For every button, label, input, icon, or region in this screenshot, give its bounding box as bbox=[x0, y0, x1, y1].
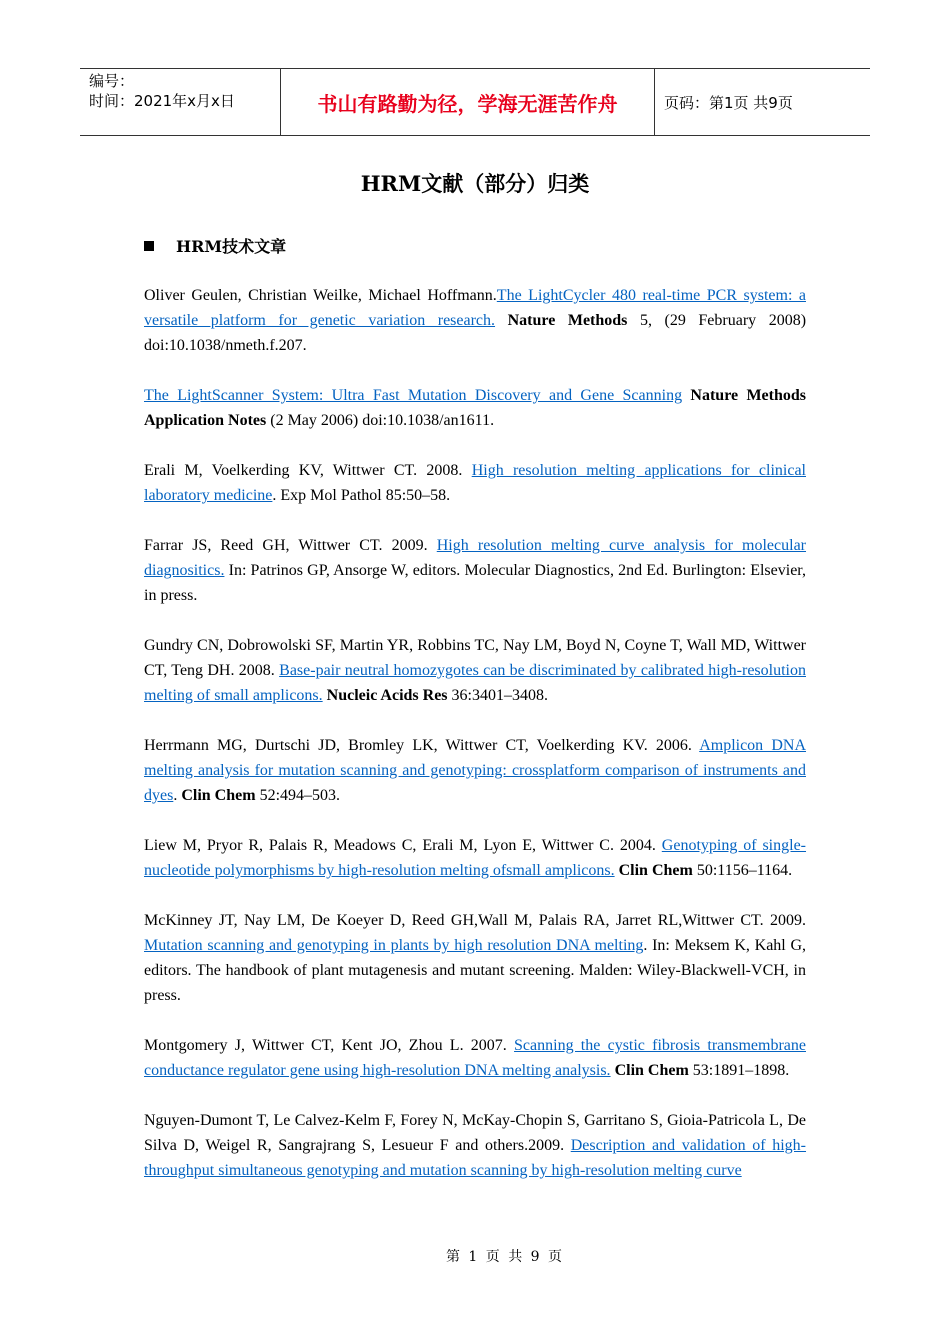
reference-text: Nguyen-Dumont T, Le Calvez-Kelm F, Forey N, McKay-Chopin S, Garritano S, Gioia-Patricola L, De Silva D, Weigel R, Sangrajrang S, Lesueur F and others.2009. bbox=[144, 1112, 806, 1154]
reference-text: McKinney JT, Nay LM, De Koeyer D, Reed GH,Wall M, Palais RA, Jarret RL,Wittwer CT. 2009. bbox=[144, 912, 806, 929]
reference-entry bbox=[144, 458, 806, 508]
reference-text bbox=[495, 312, 508, 329]
reference-entry bbox=[144, 533, 806, 608]
reference-entry bbox=[144, 383, 806, 433]
document-time-label: 时间：2021年x月x日 bbox=[89, 92, 235, 110]
section-heading-text: HRM技术文章 bbox=[176, 237, 287, 256]
journal-name: Clin Chem bbox=[618, 862, 693, 879]
reference-text: Oliver Geulen, Christian Weilke, Michael Hoffmann. bbox=[144, 287, 497, 304]
reference-link[interactable]: High resolution melting applications for clinical laboratory medicine bbox=[144, 462, 806, 504]
reference-link[interactable]: Mutation scanning and genotyping in plants by high resolution DNA melting bbox=[144, 937, 644, 954]
page-header-table bbox=[80, 68, 870, 136]
reference-text: Gundry CN, Dobrowolski SF, Martin YR, Robbins TC, Nay LM, Boyd N, Coyne T, Wall MD, Wittwer CT, Teng DH. 2008. bbox=[144, 637, 806, 679]
reference-text: 36:3401–3408. bbox=[447, 687, 548, 704]
reference-entry bbox=[144, 833, 806, 883]
header-motto: 书山有路勤为径，学海无涯苦作舟 bbox=[281, 69, 655, 135]
journal-name: Nucleic Acids Res bbox=[326, 687, 448, 704]
reference-entry bbox=[144, 1033, 806, 1083]
reference-link[interactable]: The LightScanner System: Ultra Fast Mutation Discovery and Gene Scanning bbox=[144, 387, 683, 404]
journal-name: Clin Chem bbox=[181, 787, 256, 804]
reference-link[interactable]: Amplicon DNA melting analysis for mutation scanning and genotyping: crossplatform comparison of instruments and dyes bbox=[144, 737, 807, 804]
reference-text: Erali M, Voelkerding KV, Wittwer CT. 2008. bbox=[144, 462, 472, 479]
reference-text: Herrmann MG, Durtschi JD, Bromley LK, Wittwer CT, Voelkerding KV. 2006. bbox=[144, 737, 700, 754]
reference-link[interactable]: High resolution melting curve analysis for molecular diagnositics. bbox=[144, 537, 807, 579]
reference-entry bbox=[144, 633, 806, 708]
journal-name: Clin Chem bbox=[614, 1062, 689, 1079]
reference-link[interactable]: Description and validation of high-throughput simultaneous genotyping and mutation scanning by high-resolution melting curve bbox=[144, 1137, 807, 1179]
reference-link[interactable]: Base-pair neutral homozygotes can be discriminated by calibrated high-resolution melting of small amplicons. bbox=[144, 662, 806, 704]
reference-text: 50:1156–1164. bbox=[692, 862, 793, 879]
document-title: HRM文献（部分）归类 bbox=[360, 171, 590, 196]
square-bullet-icon bbox=[144, 241, 154, 251]
reference-text: . bbox=[173, 787, 182, 804]
reference-text: In: Patrinos GP, Ansorge W, editors. Molecular Diagnostics, 2nd Ed. Burlington: Elsevier, in press. bbox=[144, 562, 806, 604]
header-info-cell bbox=[80, 69, 281, 135]
reference-entry bbox=[144, 283, 806, 358]
reference-entry bbox=[144, 1108, 806, 1183]
reference-text: . In: Meksem K, Kahl G, editors. The handbook of plant mutagenesis and mutant screening. Malden: Wiley-Blackwell-VCH, in press. bbox=[144, 937, 806, 1004]
header-page-label: 页码：第1页 共9页 bbox=[664, 93, 793, 112]
page-footer: 第 1 页 共 9 页 bbox=[445, 1249, 565, 1265]
reference-text: Montgomery J, Wittwer CT, Kent JO, Zhou L. 2007. bbox=[144, 1037, 515, 1054]
reference-link[interactable]: The LightCycler 480 real-time PCR system: a versatile platform for genetic variation research. bbox=[144, 287, 806, 329]
reference-text: 53:1891–1898. bbox=[688, 1062, 790, 1079]
journal-name: Nature Methods bbox=[507, 312, 628, 329]
section-heading bbox=[144, 234, 286, 257]
reference-link[interactable]: Genotyping of single-nucleotide polymorphisms by high-resolution melting ofsmall amplicons. bbox=[144, 837, 807, 879]
reference-text: 52:494–503. bbox=[255, 787, 341, 804]
reference-text: Liew M, Pryor R, Palais R, Meadows C, Erali M, Lyon E, Wittwer C. 2004. bbox=[144, 837, 662, 854]
reference-text: Farrar JS, Reed GH, Wittwer CT. 2009. bbox=[144, 537, 437, 554]
document-number-label: 编号： bbox=[89, 72, 135, 90]
reference-entry bbox=[144, 908, 806, 1008]
reference-text: 5, (29 February 2008) doi:10.1038/nmeth.f.207. bbox=[144, 312, 807, 354]
reference-list bbox=[144, 283, 806, 1208]
reference-text: . Exp Mol Pathol 85:50–58. bbox=[272, 487, 451, 504]
reference-text: (2 May 2006) doi:10.1038/an1611. bbox=[266, 412, 495, 429]
reference-link[interactable]: Scanning the cystic fibrosis transmembrane conductance regulator gene using high-resolution DNA melting analysis. bbox=[144, 1037, 806, 1079]
reference-entry bbox=[144, 733, 806, 808]
journal-name: Nature Methods Application Notes bbox=[144, 387, 807, 429]
